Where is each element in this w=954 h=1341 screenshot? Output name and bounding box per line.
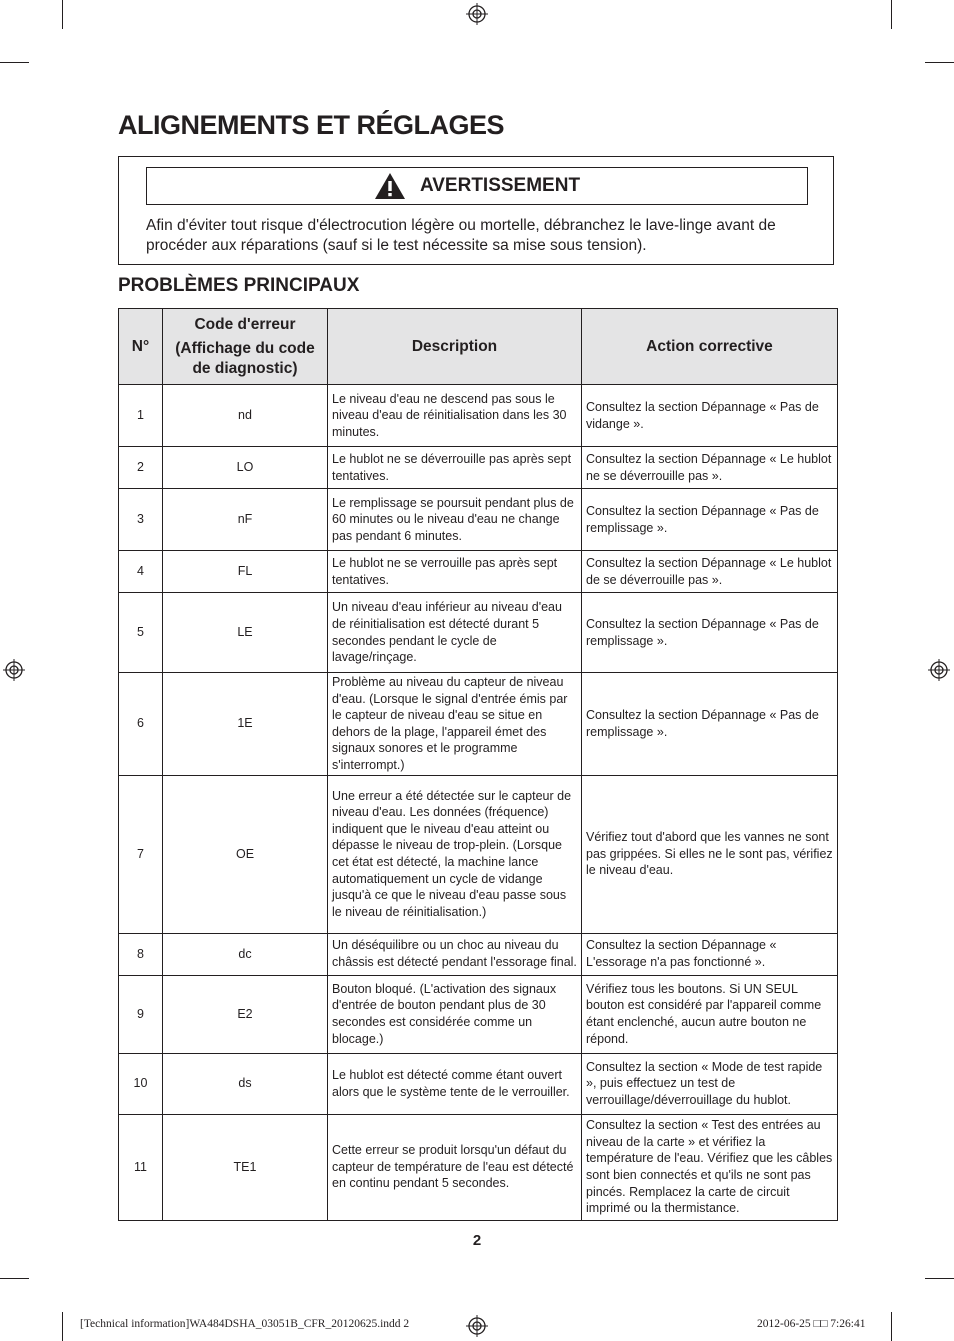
row-num: 6 xyxy=(119,673,163,776)
row-num: 5 xyxy=(119,593,163,673)
row-action: Consultez la section Dépannage « Le hublot de se déverrouille pas ». xyxy=(582,551,838,593)
row-action: Vérifiez tout d'abord que les vannes ne sont pas grippées. Si elles ne le sont pas, vérifiez le niveau d'eau. xyxy=(582,775,838,933)
warning-triangle-icon xyxy=(374,172,406,200)
page-number: 2 xyxy=(472,1232,482,1249)
table-row xyxy=(119,673,838,776)
row-description: Le niveau d'eau ne descend pas sous le niveau d'eau de réinitialisation dans les 30 minutes. xyxy=(328,385,582,447)
row-action: Consultez la section « Mode de test rapide », puis effectuez un test de verrouillage/déverrouillage du hublot. xyxy=(582,1053,838,1114)
row-code: nF xyxy=(163,489,328,551)
crop-mark xyxy=(891,1312,892,1341)
row-num: 10 xyxy=(119,1053,163,1114)
row-code: nd xyxy=(163,385,328,447)
row-description: Problème au niveau du capteur de niveau d'eau. (Lorsque le signal d'entrée émis par le capteur de niveau d'eau se situe en dehors de la plage, l'appareil émet des signaux sonores et le programme s'interrompt.) xyxy=(328,673,582,776)
row-description: Bouton bloqué. (L'activation des signaux d'entrée de bouton pendant plus de 30 secondes est considérée comme un blocage.) xyxy=(328,975,582,1053)
row-num: 7 xyxy=(119,775,163,933)
table-row xyxy=(119,933,838,975)
crop-mark xyxy=(62,1312,63,1341)
header-num: N° xyxy=(119,309,163,385)
row-code: dc xyxy=(163,933,328,975)
registration-mark-icon xyxy=(466,3,488,25)
row-action: Consultez la section Dépannage « Pas de remplissage ». xyxy=(582,593,838,673)
crop-mark xyxy=(0,62,29,63)
section-title: PROBLÈMES PRINCIPAUX xyxy=(118,275,360,296)
footer-timestamp: 2012-06-25 □□ 7:26:41 xyxy=(757,1318,866,1330)
header-code xyxy=(163,309,328,385)
row-description: Une erreur a été détectée sur le capteur de niveau d'eau. Les données (fréquence) indiquent que le niveau d'eau atteint ou dépasse le niveau de trop-plein. (Lorsque cet état est détecté, la machine lance automatiquement un cycle de vidange jusqu'à ce que le niveau d'eau passe sous le niveau de réinitialisation.) xyxy=(328,775,582,933)
registration-mark-icon xyxy=(928,659,950,681)
row-action: Consultez la section Dépannage « L'essorage n'a pas fonctionné ». xyxy=(582,933,838,975)
warning-text: Afin d'éviter tout risque d'électrocution légère ou mortelle, débranchez le lave-linge avant de procéder aux réparations (sauf si le test nécessite sa mise sous tension). xyxy=(146,217,776,254)
header-code-label: Code d'erreur xyxy=(194,315,296,333)
page-title: ALIGNEMENTS ET RÉGLAGES xyxy=(118,110,505,140)
crop-mark xyxy=(925,62,954,63)
row-action: Vérifiez tous les boutons. Si UN SEUL bouton est considéré par l'appareil comme étant enclenché, aucun autre bouton ne répond. xyxy=(582,975,838,1053)
table-row xyxy=(119,489,838,551)
row-num: 11 xyxy=(119,1114,163,1220)
row-code: LE xyxy=(163,593,328,673)
table-row xyxy=(119,385,838,447)
registration-mark-icon xyxy=(466,1315,488,1337)
header-code-sub: (Affichage du code de diagnostic) xyxy=(175,339,315,377)
row-num: 1 xyxy=(119,385,163,447)
registration-mark-icon xyxy=(3,659,25,681)
row-code: ds xyxy=(163,1053,328,1114)
warning-header xyxy=(146,167,808,205)
crop-mark xyxy=(891,0,892,29)
row-num: 2 xyxy=(119,447,163,489)
row-description: Le remplissage se poursuit pendant plus de 60 minutes ou le niveau d'eau ne change pas pendant 6 minutes. xyxy=(328,489,582,551)
error-code-table xyxy=(118,308,838,1221)
row-action: Consultez la section « Test des entrées au niveau de la carte » et vérifiez la température de l'eau. Vérifiez que les câbles sont bien connectés et qu'ils ne sont pas pincés. Remplacez la carte de circuit imprimé ou la thermistance. xyxy=(582,1114,838,1220)
row-action: Consultez la section Dépannage « Pas de remplissage ». xyxy=(582,489,838,551)
row-description: Le hublot ne se déverrouille pas après sept tentatives. xyxy=(328,447,582,489)
table-row xyxy=(119,447,838,489)
crop-mark xyxy=(62,0,63,29)
table-header-row xyxy=(119,309,838,385)
table-row xyxy=(119,1114,838,1220)
table-row xyxy=(119,975,838,1053)
row-code: E2 xyxy=(163,975,328,1053)
row-action: Consultez la section Dépannage « Le hublot ne se déverrouille pas ». xyxy=(582,447,838,489)
header-description: Description xyxy=(328,309,582,385)
header-action: Action corrective xyxy=(582,309,838,385)
row-description: Le hublot est détecté comme étant ouvert alors que le système tente de le verrouiller. xyxy=(328,1053,582,1114)
row-code: LO xyxy=(163,447,328,489)
row-description: Un déséquilibre ou un choc au niveau du châssis est détecté pendant l'essorage final. xyxy=(328,933,582,975)
warning-title: AVERTISSEMENT xyxy=(419,175,581,196)
crop-mark xyxy=(925,1278,954,1279)
crop-mark xyxy=(0,1278,29,1279)
row-code: FL xyxy=(163,551,328,593)
row-num: 4 xyxy=(119,551,163,593)
row-action: Consultez la section Dépannage « Pas de remplissage ». xyxy=(582,673,838,776)
row-description: Cette erreur se produit lorsqu'un défaut du capteur de température de l'eau est détecté en continu pendant 5 secondes. xyxy=(328,1114,582,1220)
footer-file-info: [Technical information]WA484DSHA_03051B_CFR_20120625.indd 2 xyxy=(80,1318,410,1330)
table-row xyxy=(119,551,838,593)
row-code: OE xyxy=(163,775,328,933)
row-num: 3 xyxy=(119,489,163,551)
row-code: TE1 xyxy=(163,1114,328,1220)
row-num: 9 xyxy=(119,975,163,1053)
table-row xyxy=(119,1053,838,1114)
warning-box xyxy=(118,156,834,265)
row-code: 1E xyxy=(163,673,328,776)
row-description: Un niveau d'eau inférieur au niveau d'eau de réinitialisation est détecté durant 5 secondes pendant le cycle de lavage/rinçage. xyxy=(328,593,582,673)
table-row xyxy=(119,593,838,673)
row-num: 8 xyxy=(119,933,163,975)
table-row xyxy=(119,775,838,933)
row-description: Le hublot ne se verrouille pas après sept tentatives. xyxy=(328,551,582,593)
row-action: Consultez la section Dépannage « Pas de vidange ». xyxy=(582,385,838,447)
